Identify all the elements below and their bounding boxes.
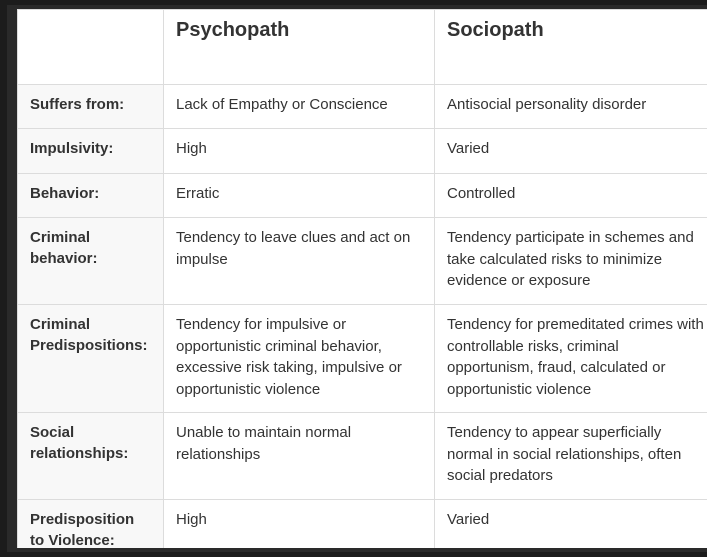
row-label: Predisposition to Violence: [18,500,164,549]
header-row [18,10,707,85]
sociopath-cell: Antisocial personality disorder [435,85,707,129]
row-label: Suffers from: [18,85,164,129]
psychopath-cell: Unable to maintain normal relationships [164,413,435,500]
row-label: Behavior: [18,174,164,218]
table-row [18,305,707,413]
table-row [18,174,707,218]
sociopath-cell: Controlled [435,174,707,218]
psychopath-cell: High [164,500,435,549]
psychopath-cell: Tendency to leave clues and act on impulse [164,218,435,305]
sociopath-cell: Varied [435,129,707,174]
row-label: Social relationships: [18,413,164,500]
psychopath-cell: High [164,129,435,174]
psychopath-cell: Erratic [164,174,435,218]
screenshot-frame [7,5,707,552]
comparison-panel [17,9,707,548]
sociopath-cell: Tendency for premeditated crimes with controllable risks, criminal opportunism, fraud, calculated or opportunistic violence [435,305,707,413]
header-psychopath: Psychopath [164,10,435,85]
sociopath-cell: Varied [435,500,707,549]
table-row [18,218,707,305]
table-row [18,500,707,549]
row-label: Impulsivity: [18,129,164,174]
row-label: Criminal Predispositions: [18,305,164,413]
sociopath-cell: Tendency to appear superficially normal in social relationships, often social predators [435,413,707,500]
sociopath-cell: Tendency participate in schemes and take calculated risks to minimize evidence or exposure [435,218,707,305]
table-row [18,129,707,174]
psychopath-cell: Lack of Empathy or Conscience [164,85,435,129]
header-corner-cell [18,10,164,85]
header-sociopath: Sociopath [435,10,707,85]
psychopath-cell: Tendency for impulsive or opportunistic criminal behavior, excessive risk taking, impulsive or opportunistic violence [164,305,435,413]
row-label: Criminal behavior: [18,218,164,305]
table-row [18,85,707,129]
comparison-table [17,9,707,548]
table-row [18,413,707,500]
